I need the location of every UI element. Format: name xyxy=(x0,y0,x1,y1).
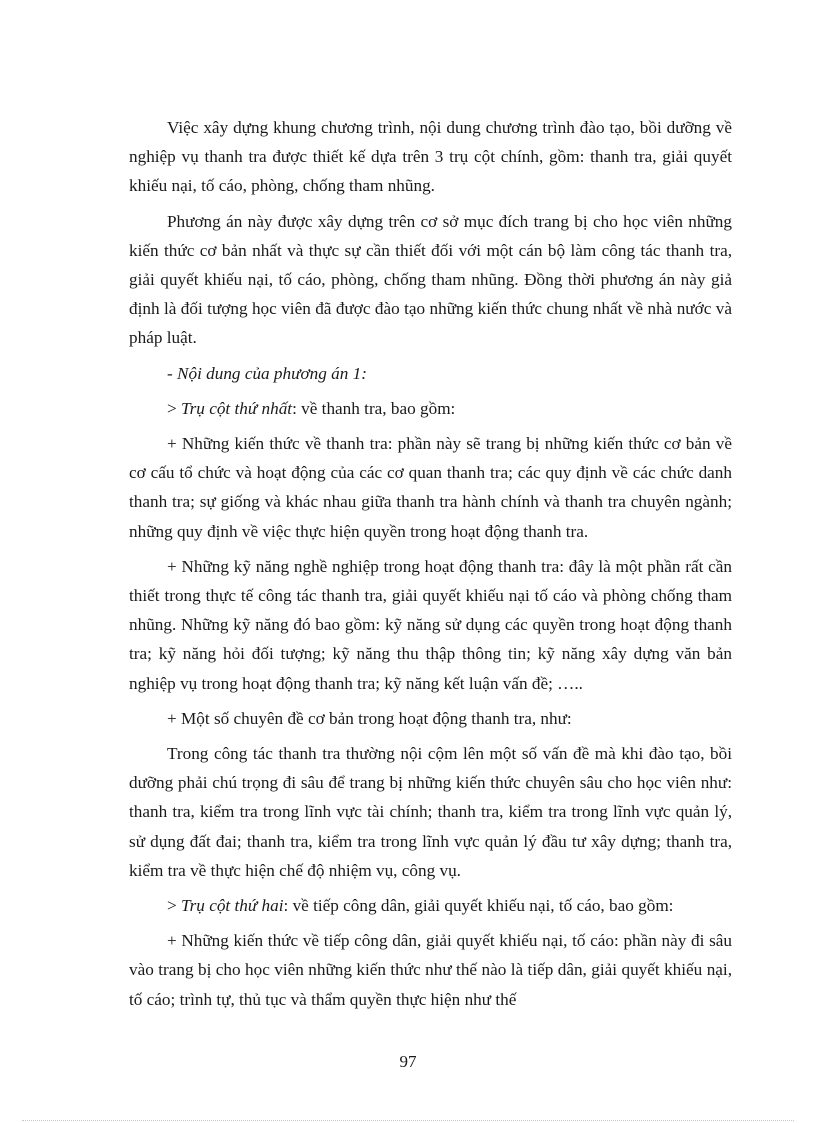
paragraph-intro xyxy=(129,113,732,201)
paragraph-approach xyxy=(129,207,732,353)
paragraph-text: + Những kiến thức về thanh tra: phần này sẽ trang bị những kiến thức cơ bản về cơ cấu tổ chức và hoạt động của các cơ quan thanh tra; các quy định về các chức danh thanh tra; sự giống và khác nhau giữa thanh tra hành chính và thanh tra chuyên ngành; những quy định về việc thực hiện quyền trong hoạt động thanh tra. xyxy=(129,434,732,541)
paragraph-special-topics xyxy=(129,704,732,733)
paragraph-text: + Những kỹ năng nghề nghiệp trong hoạt động thanh tra: đây là một phần rất cần thiết trong thực tế công tác thanh tra, giải quyết khiếu nại tố cáo và phòng chống tham nhũng. Những kỹ năng đó bao gồm: kỹ năng sử dụng các quyền trong hoạt động thanh tra; kỹ năng hỏi đối tượng; kỹ năng thu thập thông tin; kỹ năng xây dựng văn bản nghiệp vụ trong hoạt động thanh tra; kỹ năng kết luận vấn đề; ….. xyxy=(129,556,732,693)
paragraph-text: Phương án này được xây dựng trên cơ sở mục đích trang bị cho học viên những kiến thức cơ bản nhất và thực sự cần thiết đối với một cán bộ làm công tác thanh tra, giải quyết khiếu nại, tố cáo, phòng, chống tham nhũng. Đồng thời phương án này giả định là đối tượng học viên đã được đào tạo những kiến thức chung nhất về nhà nước và pháp luật. xyxy=(129,211,732,348)
body-text xyxy=(129,113,732,1020)
footer-divider xyxy=(22,1120,794,1121)
paragraph-text: Việc xây dựng khung chương trình, nội dung chương trình đào tạo, bồi dưỡng về nghiệp vụ thanh tra được thiết kế dựa trên 3 trụ cột chính, gồm: thanh tra, giải quyết khiếu nại, tố cáo, phòng, chống tham nhũng. xyxy=(129,118,732,196)
paragraph-text: + Một số chuyên đề cơ bản trong hoạt động thanh tra, như: xyxy=(167,708,572,728)
paragraph-prefix: > xyxy=(167,896,181,916)
paragraph-inspection-skills xyxy=(129,552,732,698)
paragraph-italic: Trụ cột thứ hai xyxy=(181,896,284,916)
paragraph-citizen-reception xyxy=(129,926,732,1014)
page-number: 97 xyxy=(399,1052,417,1071)
paragraph-text: : về tiếp công dân, giải quyết khiếu nại, tố cáo, bao gồm: xyxy=(283,896,674,916)
paragraph-pillar-one xyxy=(129,394,732,423)
paragraph-pillar-two xyxy=(129,891,732,920)
paragraph-topics-detail xyxy=(129,739,732,885)
paragraph-italic: - Nội dung của phương án 1: xyxy=(167,363,367,383)
paragraph-inspection-knowledge xyxy=(129,429,732,546)
paragraph-prefix: > xyxy=(167,398,181,418)
paragraph-text: + Những kiến thức về tiếp công dân, giải quyết khiếu nại, tố cáo: phần này đi sâu vào trang bị cho học viên những kiến thức như thế nào là tiếp dân, giải quyết khiếu nại, tố cáo; trình tự, thủ tục và thẩm quyền thực hiện như thế xyxy=(129,931,732,1009)
paragraph-text: : về thanh tra, bao gồm: xyxy=(292,398,456,418)
paragraph-italic: Trụ cột thứ nhất xyxy=(181,398,293,418)
paragraph-content-heading xyxy=(129,359,732,388)
paragraph-text: Trong công tác thanh tra thường nội cộm lên một số vấn đề mà khi đào tạo, bồi dưỡng phải chú trọng đi sâu để trang bị những kiến thức chuyên sâu cho học viên như: thanh tra, kiểm tra trong lĩnh vực tài chính; thanh tra, kiểm tra trong lĩnh vực quản lý, sử dụng đất đai; thanh tra, kiểm tra trong lĩnh vực quản lý đầu tư xây dựng; thanh tra, kiểm tra về thực hiện chế độ nhiệm vụ, công vụ. xyxy=(129,744,732,880)
